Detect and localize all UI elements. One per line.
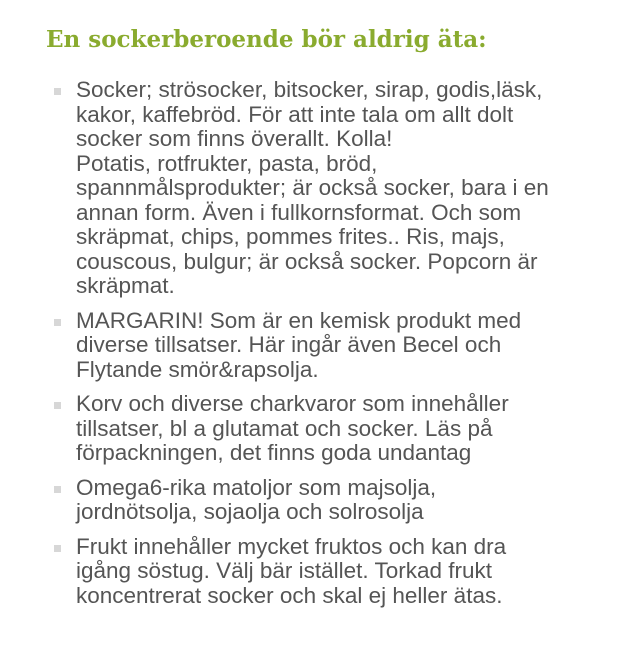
square-bullet-icon [54, 88, 61, 95]
list-item [0, 78, 634, 299]
section-heading: En sockerberoende bör aldrig äta: [46, 26, 487, 53]
square-bullet-icon [54, 319, 61, 326]
square-bullet-icon [54, 486, 61, 493]
list-item [0, 535, 634, 609]
list-item-text: Socker; strösocker, bitsocker, sirap, godis,läsk, kakor, kaffebröd. För att inte tala om allt dolt socker som finns överallt. Kolla! Potatis, rotfrukter, pasta, bröd, spannmålsprodukter; är också socker, bara i en annan form. Även i fullkornsformat. Och som skräpmat, chips, pommes frites.. Ris, majs, couscous, bulgur; är också socker. Popcorn är skräpmat. [76, 77, 549, 298]
list-item [0, 476, 634, 525]
square-bullet-icon [54, 545, 61, 552]
list-item-text: Korv och diverse charkvaror som innehåller tillsatser, bl a glutamat och socker. Läs på förpackningen, det finns goda undantag [76, 391, 509, 465]
list-item-text: Omega6-rika matoljor som majsolja, jordnötsolja, sojaolja och solrosolja [76, 474, 437, 524]
list-item-text: MARGARIN! Som är en kemisk produkt med diverse tillsatser. Här ingår även Becel och Flytande smör&rapsolja. [76, 307, 522, 382]
food-list [0, 78, 634, 618]
list-item [0, 309, 634, 383]
list-item [0, 392, 634, 466]
square-bullet-icon [54, 402, 61, 409]
list-item-text: Frukt innehåller mycket fruktos och kan dra igång söstug. Välj bär istället. Torkad frukt koncentrerat socker och skal ej heller ätas. [76, 533, 507, 608]
